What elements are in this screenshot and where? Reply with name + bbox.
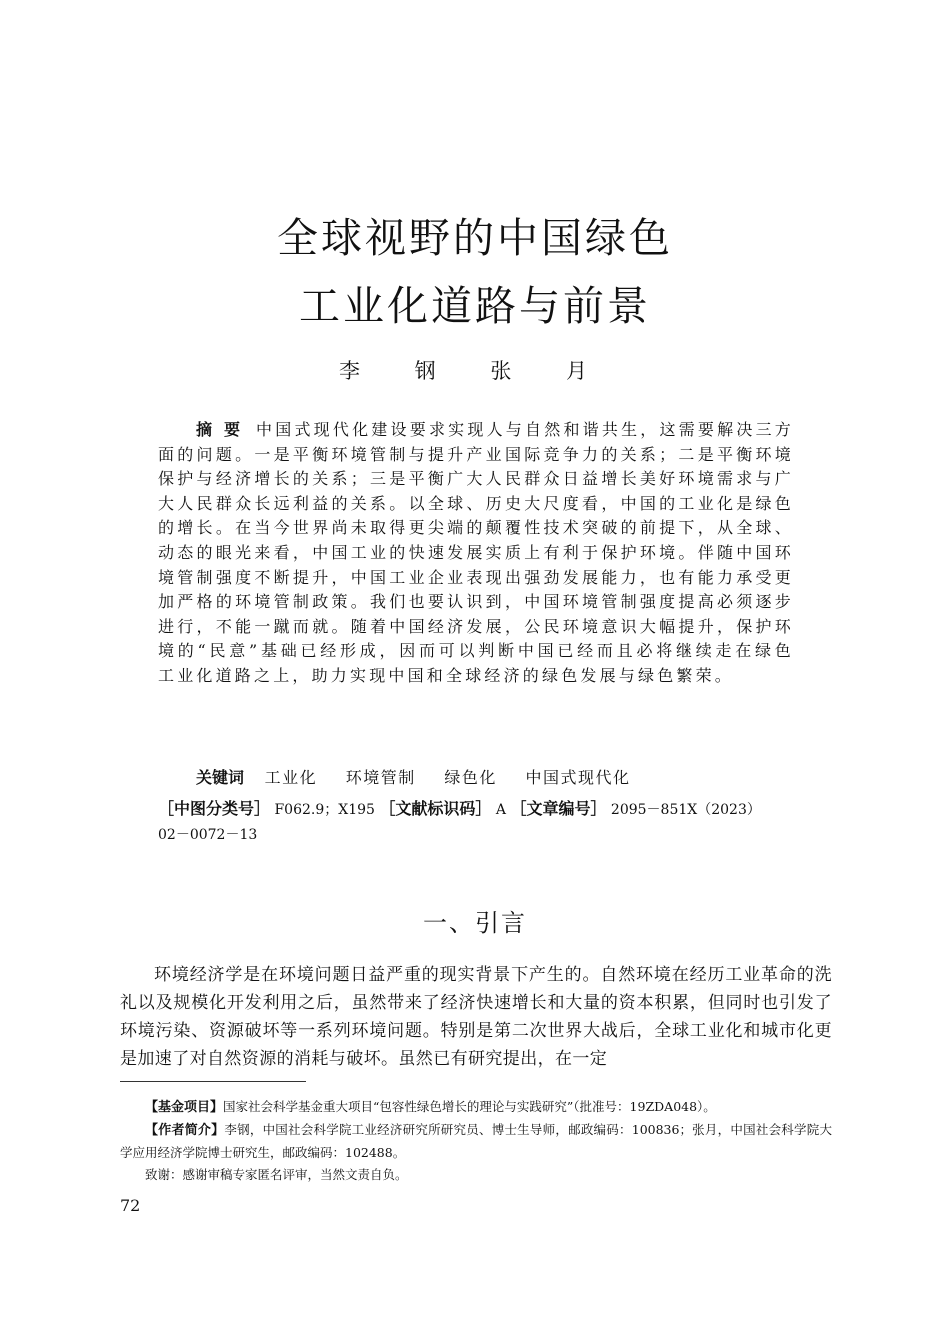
article-number-label: ［文章编号］ (510, 799, 607, 818)
clc-label: ［中图分类号］ (158, 799, 271, 818)
thanks-footnote: 致谢：感谢审稿专家匿名评审，当然文责自负。 (145, 1167, 408, 1182)
doc-code-label: ［文献标识码］ (379, 799, 492, 818)
author-footnote (120, 1119, 832, 1164)
clc-value: F062.9；X195 (274, 802, 375, 818)
keywords-label: 关键词 (196, 768, 245, 787)
keywords (196, 765, 652, 788)
abstract-label: 摘要 (196, 420, 253, 439)
article-title-line-2: 工业化道路与前景 (299, 282, 651, 330)
footnote-divider (120, 1081, 306, 1082)
body-text (120, 961, 832, 1073)
article-number-continued: 02－0072－13 (158, 827, 258, 843)
body-paragraph: 环境经济学是在环境问题日益严重的现实背景下产生的。自然环境在经历工业革命的洗礼以及规模化开发利用之后，虽然带来了经济快速增长和大量的资本积累，但同时也引发了环境污染、资源破坏等一系列环境问题。特别是第二次世界大战后，全球工业化和城市化更是加速了对自然资源的消耗与破坏。虽然已有研究提出，在一定 (120, 965, 832, 1069)
classification-line (158, 796, 761, 819)
doc-code-value: A (495, 802, 506, 818)
fund-text: 国家社会科学基金重大项目“包容性绿色增长的理论与实践研究”（批准号：19ZDA048）。 (223, 1099, 716, 1114)
author-text: 李钢，中国社会科学院工业经济研究所研究员、博士生导师，邮政编码：100836；张月，中国社会科学院大学应用经济学院博士研究生，邮政编码：102488。 (120, 1122, 832, 1160)
abstract (158, 418, 794, 689)
author-label: 【作者简介】 (145, 1123, 225, 1138)
footnotes (120, 1096, 832, 1186)
page-number: 72 (120, 1196, 141, 1215)
abstract-text: 中国式现代化建设要求实现人与自然和谐共生，这需要解决三方面的问题。一是平衡环境管制与提升产业国际竞争力的关系；二是平衡环境保护与经济增长的关系；三是平衡广大人民群众日益增长美好环境需求与广大人民群众长远利益的关系。以全球、历史大尺度看，中国的工业化是绿色的增长。在当今世界尚未取得更尖端的颠覆性技术突破的前提下，从全球、动态的眼光来看，中国工业的快速发展实质上有利于保护环境。伴随中国环境管制强度不断提升，中国工业企业表现出强劲发展能力，也有能力承受更加严格的环境管制政策。我们也要认识到，中国环境管制强度提高必须逐步进行，不能一蹴而就。随着中国经济发展，公民环境意识大幅提升，保护环境的“民意”基础已经形成，因而可以判断中国已经而且必将继续走在绿色工业化道路之上，助力实现中国和全球经济的绿色发展与绿色繁荣。 (158, 420, 794, 685)
article-title-line-1: 全球视野的中国绿色 (277, 214, 673, 262)
article-number-value: 2095－851X（2023） (610, 802, 761, 818)
keyword: 工业化 (264, 768, 318, 787)
section-heading: 一、引言 (423, 909, 527, 937)
authors: 李 钢 张 月 (338, 359, 612, 383)
fund-footnote (120, 1096, 832, 1119)
keyword: 中国式现代化 (525, 768, 631, 787)
fund-label: 【基金项目】 (145, 1100, 224, 1115)
keyword: 环境管制 (345, 768, 416, 787)
keyword: 绿色化 (444, 768, 497, 787)
